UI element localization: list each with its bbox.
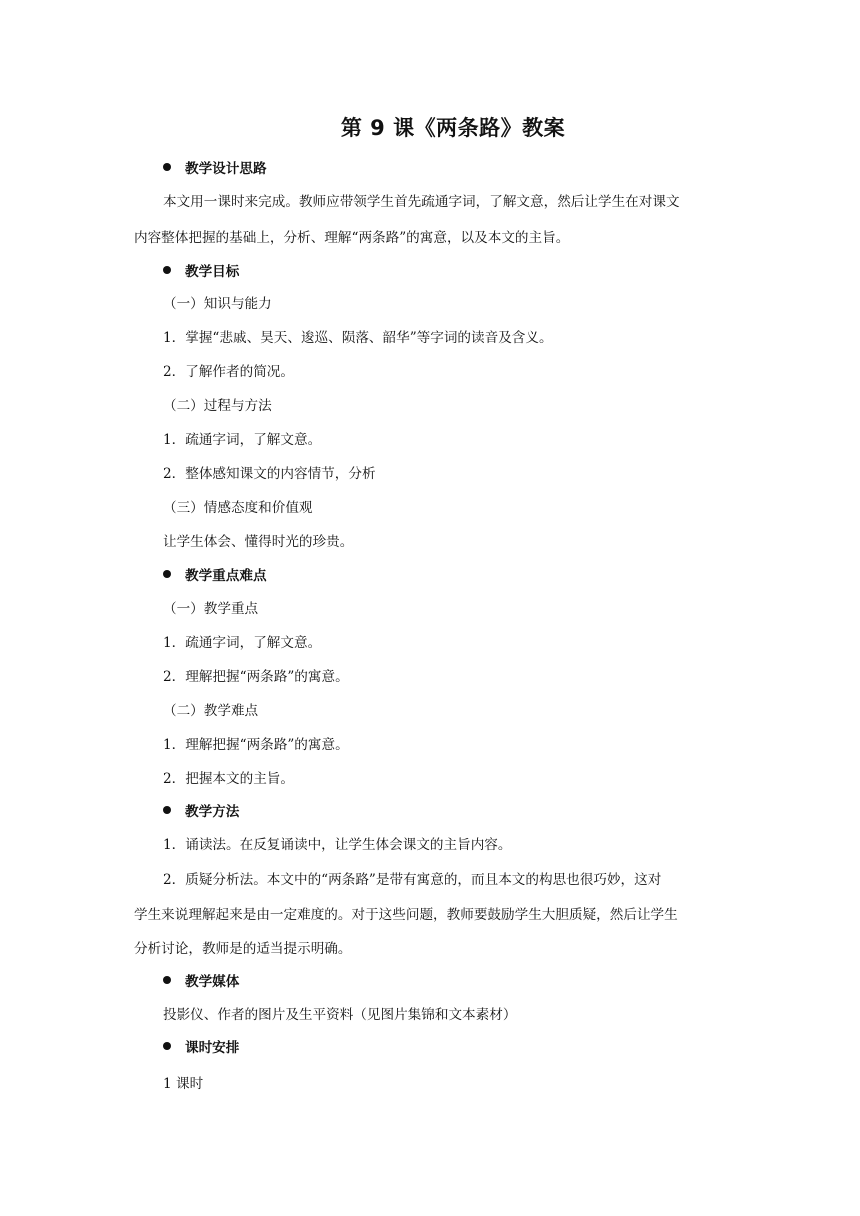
section-heading-design: 教学设计思路 <box>163 157 267 177</box>
list-item: （三）情感态度和价值观 <box>163 500 313 516</box>
list-item: （一）教学重点 <box>163 601 259 617</box>
paragraph-line: 学生来说理解起来是由一定难度的。对于这些问题，教师要鼓励学生大胆质疑，然后让学生 <box>134 907 678 923</box>
section-heading-schedule: 课时安排 <box>163 1036 239 1056</box>
bullet-icon <box>163 806 171 814</box>
list-item: （一）知识与能力 <box>163 296 272 312</box>
list-item: 让学生体会、懂得时光的珍贵。 <box>163 534 354 550</box>
section-heading-key-points: 教学重点难点 <box>163 564 267 584</box>
list-item: 1．疏通字词，了解文意。 <box>163 432 322 448</box>
paragraph-line: 内容整体把握的基础上，分析、理解“两条路”的寓意，以及本文的主旨。 <box>134 230 570 246</box>
list-item: 1．掌握“悲戚、昊天、逡巡、陨落、韶华”等字词的读音及含义。 <box>163 330 553 346</box>
bullet-icon <box>163 266 171 274</box>
list-item: 2．把握本文的主旨。 <box>163 771 294 787</box>
list-item: 2．理解把握“两条路”的寓意。 <box>163 669 349 685</box>
section-heading-methods: 教学方法 <box>163 800 239 820</box>
paragraph-line: 分析讨论，教师是的适当提示明确。 <box>134 941 352 957</box>
list-item: （二）过程与方法 <box>163 398 272 414</box>
section-heading-goals: 教学目标 <box>163 260 239 280</box>
bullet-icon <box>163 570 171 578</box>
bullet-icon <box>163 976 171 984</box>
list-item: 2．了解作者的简况。 <box>163 364 294 380</box>
document-title: 第 9 课《两条路》教案 <box>340 116 566 140</box>
section-heading-media: 教学媒体 <box>163 970 239 990</box>
paragraph-line: 1．诵读法。在反复诵读中，让学生体会课文的主旨内容。 <box>163 837 512 853</box>
paragraph-line: 本文用一课时来完成。教师应带领学生首先疏通字词，了解文意，然后让学生在对课文 <box>163 194 680 210</box>
list-item: 1．疏通字词，了解文意。 <box>163 635 322 651</box>
bullet-icon <box>163 163 171 171</box>
list-item: 1．理解把握“两条路”的寓意。 <box>163 737 349 753</box>
list-item: 2．整体感知课文的内容情节，分析 <box>163 466 376 482</box>
paragraph-line: 1 课时 <box>163 1076 204 1092</box>
bullet-icon <box>163 1042 171 1050</box>
paragraph-line: 投影仪、作者的图片及生平资料（见图片集锦和文本素材） <box>163 1007 517 1023</box>
paragraph-line: 2．质疑分析法。本文中的“两条路”是带有寓意的，而且本文的构思也很巧妙，这对 <box>163 872 662 888</box>
list-item: （二）教学难点 <box>163 703 259 719</box>
